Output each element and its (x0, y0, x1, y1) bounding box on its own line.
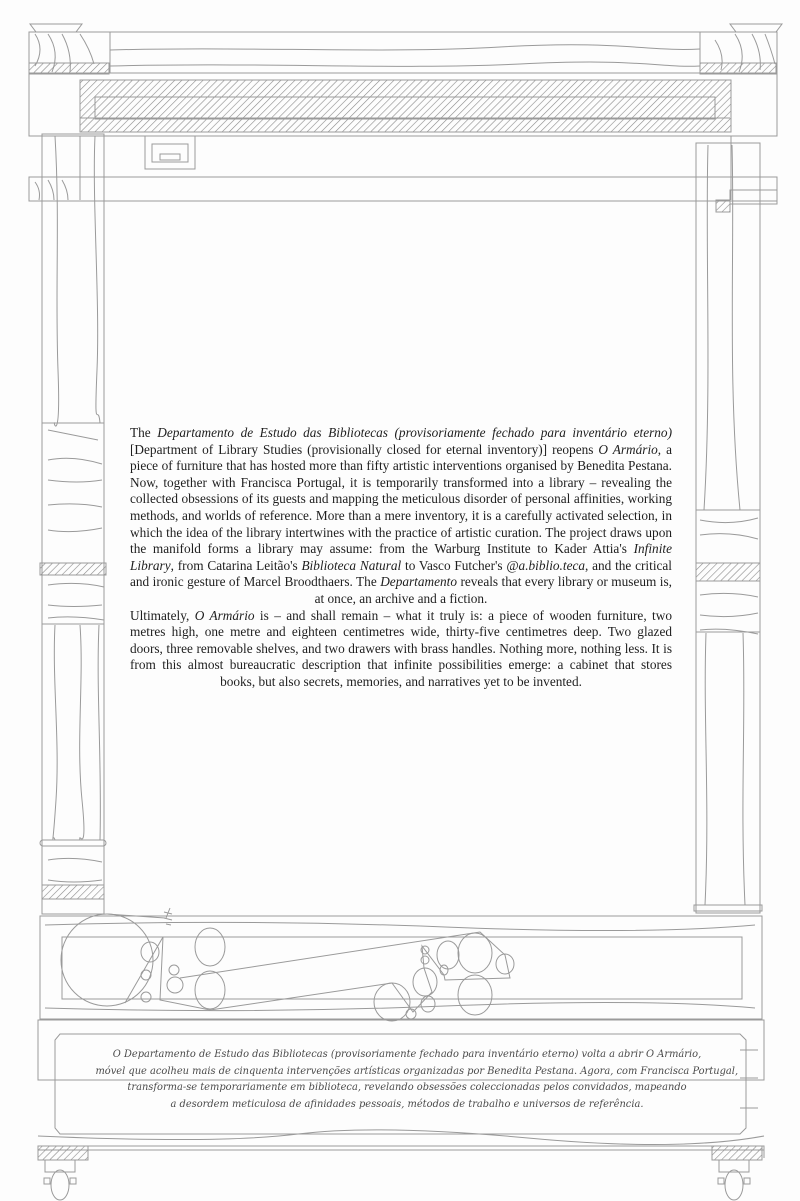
portuguese-caption (95, 1046, 739, 1112)
left-hinge-upper (40, 563, 106, 575)
top-left-cap (30, 24, 82, 32)
text-span: The (130, 425, 158, 440)
text-span: is – and shall remain – what it truly is: a piece of wooden furniture, two metres high, one metre and eighteen centimetres wide, thirty-five centimetres deep. Two glazed doors, three removable shelves, and two drawers with brass handles. Nothing more, nothing less. It is from this almost bureaucratic description that infinite possibilities emerge: a cabinet that stores books, but also secrets, memories, and narratives yet to be invented. (130, 607, 672, 689)
text-span: , a piece of furniture that has hosted more than fifty artistic interventions organised by Benedita Pestana. Now, together with Francisca Portugal, it is temporarily transformed into a library – revealing the collected obsessions of its guests and mapping the meticulous disorder of personal affinities, working methods, and worlds of reference. More than a mere inventory, it is a carefully activated selection, in which the idea of the library intertwines with the practice of artistic curation. The project draws upon the manifold forms a library may assume: from the Warburg Institute to Kader Attia's (130, 441, 672, 557)
left-post (40, 134, 106, 914)
text-span: Ultimately, (130, 607, 195, 623)
title-a-biblio-teca: @a.biblio.teca (506, 557, 586, 573)
text-span: , from Catarina Leitão's (170, 557, 302, 573)
text-span: [Department of Library Studies (provisionally closed for eternal inventory)] reopens (130, 441, 599, 457)
caster-left (38, 1146, 88, 1200)
bottom-drawer (40, 908, 762, 1021)
english-paragraph-2 (130, 608, 672, 691)
portuguese-line: transforma-se temporariamente em biblioteca, revelando obsessões coleccionadas pelos convidados, mapeando (127, 1081, 687, 1093)
english-text (130, 425, 672, 691)
top-right-cap (730, 24, 782, 32)
caster-right (712, 1146, 762, 1200)
top-frame (29, 24, 782, 74)
title-biblioteca-natural: Biblioteca Natural (301, 557, 402, 573)
portuguese-line: móvel que acolheu mais de cinquenta intervenções artísticas organizadas por Benedita Pestana. Agora, com Francisca Portugal, (95, 1064, 739, 1077)
portuguese-line: O Departamento de Estudo das Bibliotecas (provisoriamente fechado para inventário eterno) volta a abrir O Armário, (112, 1048, 702, 1060)
top-rail (29, 73, 777, 212)
title-o-armario: O Armário (598, 441, 658, 457)
text-span: reveals that every library or museum is, at once, an archive and a fiction. (314, 574, 672, 606)
text-span: to Vasco Futcher's (401, 557, 507, 573)
title-infinite-library: Infinite Library (130, 541, 672, 573)
text-span: , and the critical and ironic gesture of Marcel Broodthaers. The (130, 557, 673, 590)
right-post (694, 143, 762, 913)
english-paragraph-1 (130, 425, 672, 608)
right-hinge-upper (696, 563, 760, 581)
title-o-armario: O Armário (194, 607, 255, 623)
title-departamento: Departamento (380, 574, 458, 590)
portuguese-line: a desordem meticulosa de afinidades pessoais, métodos de trabalho e universos de referência. (170, 1097, 644, 1110)
title-departamento-pt: Departamento de Estudo das Bibliotecas (provisoriamente fechado para inventário eterno) (157, 425, 672, 440)
